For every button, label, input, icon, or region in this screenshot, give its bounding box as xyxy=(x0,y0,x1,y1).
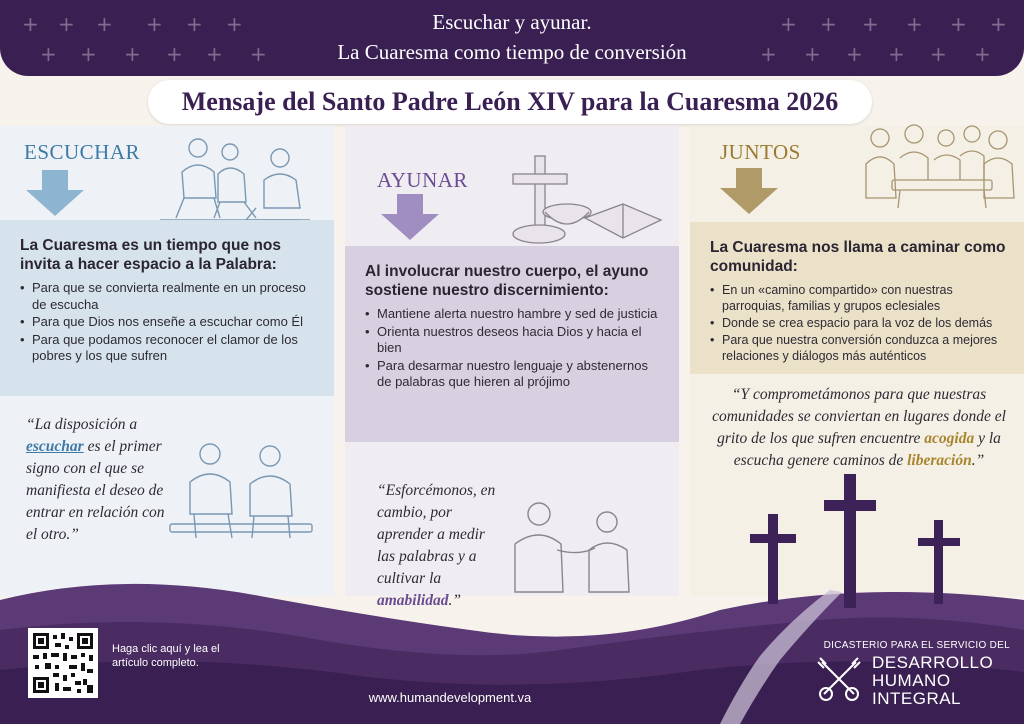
qr-code-icon xyxy=(31,631,95,695)
plus-icon: + xyxy=(950,12,967,36)
main-title: Mensaje del Santo Padre León XIV para la Cuaresma 2026 xyxy=(148,80,872,124)
community-meal-illustration xyxy=(862,120,1020,210)
people-listening-illustration xyxy=(160,132,310,224)
dicastery-name-line: INTEGRAL xyxy=(872,689,962,708)
qr-code[interactable] xyxy=(28,628,98,698)
quote-text: “Esforcémonos, en cambio, por aprender a medir las palabras y a cultivar la xyxy=(377,482,496,587)
plus-icon: + xyxy=(250,42,267,66)
arrow-down-icon xyxy=(720,168,778,214)
qr-link-text[interactable]: Haga clic aquí y lea el artículo completo. xyxy=(112,643,220,669)
plus-icon: + xyxy=(974,42,991,66)
plus-icon: + xyxy=(804,42,821,66)
escuchar-quote xyxy=(26,414,166,546)
juntos-quote xyxy=(704,384,1014,472)
column-ayunar xyxy=(345,126,679,609)
bullet-list xyxy=(365,306,661,391)
dicastery-name-line: DESARROLLO xyxy=(872,653,994,672)
two-men-talking-illustration xyxy=(166,438,316,542)
plus-icon: + xyxy=(22,12,39,36)
plus-icon: + xyxy=(166,42,183,66)
plus-icon: + xyxy=(760,42,777,66)
column-heading: JUNTOS xyxy=(720,140,801,164)
box-title: La Cuaresma es un tiempo que nos invita a hacer espacio a la Palabra: xyxy=(20,237,281,273)
quote-highlight: amabilidad xyxy=(377,592,449,609)
list-item: • En un «camino compartido» con nuestras parroquias, familias y grupos eclesiales xyxy=(710,282,1006,314)
list-item: • Para que se convierta realmente en un proceso de escucha xyxy=(20,280,316,313)
list-item: • Para que podamos reconocer el clamor de los pobres y los que sufren xyxy=(20,332,316,365)
plus-icon: + xyxy=(862,12,879,36)
arrow-down-icon xyxy=(381,194,439,240)
plus-icon: + xyxy=(226,12,243,36)
column-escuchar xyxy=(0,126,334,596)
bullet-list xyxy=(20,280,316,365)
list-item: • Para desarmar nuestro lenguaje y abstenernos de palabras que hieren al prójimo xyxy=(365,358,661,391)
list-item: • Donde se crea espacio para la voz de los demás xyxy=(710,315,1006,331)
juntos-box xyxy=(690,222,1024,374)
plus-icon: + xyxy=(846,42,863,66)
header-line-1: Escuchar y ayunar. xyxy=(432,10,592,34)
plus-icon: + xyxy=(186,12,203,36)
column-heading: AYUNAR xyxy=(377,168,468,192)
arrow-down-icon xyxy=(26,170,84,216)
plus-icon: + xyxy=(930,42,947,66)
dicastery-name-line: HUMANO xyxy=(872,671,951,690)
list-item: • Orienta nuestros deseos hacia Dios y hacia el bien xyxy=(365,324,661,357)
quote-highlight: liberación xyxy=(907,452,972,469)
bullet-list xyxy=(710,282,1006,364)
plus-icon: + xyxy=(780,12,797,36)
plus-icon: + xyxy=(96,12,113,36)
quote-highlight: acogida xyxy=(924,430,975,447)
plus-icon: + xyxy=(888,42,905,66)
box-title: Al involucrar nuestro cuerpo, el ayuno sostiene nuestro discernimiento: xyxy=(365,263,649,299)
list-item: • Para que Dios nos enseñe a escuchar como Él xyxy=(20,314,316,331)
plus-icon: + xyxy=(40,42,57,66)
plus-icon: + xyxy=(124,42,141,66)
dicastery-name xyxy=(872,654,1012,708)
plus-icon: + xyxy=(80,42,97,66)
quote-highlight: escuchar xyxy=(26,438,84,455)
escuchar-box xyxy=(0,220,334,396)
cross-bread-bible-illustration xyxy=(505,152,665,244)
list-item: • Para que nuestra conversión conduzca a mejores relaciones y diálogos más auténticos xyxy=(710,332,1006,364)
list-item: • Mantiene alerta nuestro hambre y sed de justicia xyxy=(365,306,661,323)
column-heading: ESCUCHAR xyxy=(24,140,141,164)
header-line-2: La Cuaresma como tiempo de conversión xyxy=(337,40,687,64)
website-link[interactable]: www.humandevelopment.va xyxy=(368,690,532,705)
quote-text: “Y comprometámonos para que nuestras comunidades se conviertan en lugares donde el grito de los que sufren encuentre xyxy=(712,386,1006,447)
quote-text: .” xyxy=(971,452,985,469)
crossed-keys-logo-icon xyxy=(814,654,864,704)
plus-icon: + xyxy=(906,12,923,36)
plus-icon: + xyxy=(206,42,223,66)
plus-icon: + xyxy=(820,12,837,36)
ayunar-box xyxy=(345,246,679,442)
dicastery-subtitle: DICASTERIO PARA EL SERVICIO DEL xyxy=(823,640,1010,651)
quote-text: es el primer signo con el que se manifiesta el deseo de entrar en relación con el otro.” xyxy=(26,438,165,543)
quote-text: y la escucha genere caminos de xyxy=(733,430,1001,469)
plus-icon: + xyxy=(146,12,163,36)
three-crosses-icon xyxy=(740,470,980,610)
box-title: La Cuaresma nos llama a caminar como comunidad: xyxy=(710,239,1006,275)
quote-text: .” xyxy=(448,592,461,609)
plus-icon: + xyxy=(58,12,75,36)
plus-icon: + xyxy=(990,12,1007,36)
header-band xyxy=(0,0,1024,76)
quote-text: “La disposición a xyxy=(26,416,138,433)
